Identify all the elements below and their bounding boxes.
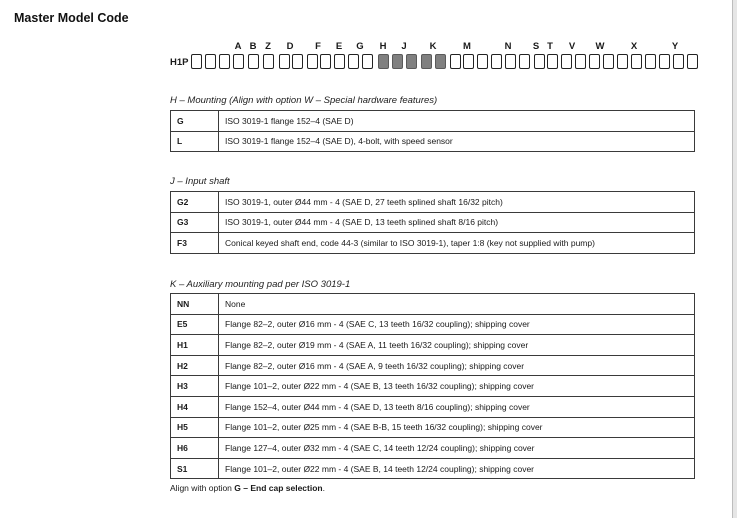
code-letter-x: X	[630, 41, 638, 52]
option-description: Flange 101–2, outer Ø25 mm - 4 (SAE B-B, 15 teeth 16/32 coupling); shipping cover	[219, 417, 695, 438]
note-suffix: .	[322, 483, 325, 493]
code-box	[292, 54, 303, 69]
table-row	[171, 335, 695, 356]
table-row	[171, 458, 695, 479]
code-box-aux-pad-highlight	[435, 54, 446, 69]
input-shaft-table	[170, 191, 695, 254]
code-box	[450, 54, 461, 69]
option-code: H4	[171, 396, 219, 417]
scrollbar-edge	[732, 0, 737, 518]
table-row	[171, 314, 695, 335]
option-code: G2	[171, 192, 219, 213]
code-letter-y: Y	[671, 41, 679, 52]
code-box	[263, 54, 274, 69]
code-letter-k: K	[429, 41, 437, 52]
option-code: G3	[171, 212, 219, 233]
table-row	[171, 212, 695, 233]
input-shaft-section-title: J – Input shaft	[170, 176, 230, 187]
code-letter-v: V	[568, 41, 576, 52]
code-letter-g: G	[356, 41, 364, 52]
option-code: H6	[171, 438, 219, 459]
code-box	[575, 54, 586, 69]
alignment-note	[170, 483, 325, 493]
code-letter-e: E	[335, 41, 343, 52]
table-row	[171, 233, 695, 254]
code-box	[219, 54, 230, 69]
option-description: None	[219, 294, 695, 315]
code-box	[279, 54, 290, 69]
code-letter-n: N	[504, 41, 512, 52]
code-box	[191, 54, 202, 69]
code-letter-j: J	[401, 41, 407, 52]
code-box	[307, 54, 318, 69]
code-box	[561, 54, 572, 69]
table-row	[171, 294, 695, 315]
table-row	[171, 355, 695, 376]
code-box	[334, 54, 345, 69]
option-code: H3	[171, 376, 219, 397]
code-letter-s: S	[532, 41, 540, 52]
page-title: Master Model Code	[14, 11, 129, 25]
option-code: H1	[171, 335, 219, 356]
option-description: ISO 3019-1 flange 152–4 (SAE D)	[219, 111, 695, 132]
aux-pad-table	[170, 293, 695, 479]
code-box	[362, 54, 373, 69]
option-description: Conical keyed shaft end, code 44-3 (similar to ISO 3019-1), taper 1:8 (key not supplied with pump)	[219, 233, 695, 254]
code-letter-w: W	[595, 41, 605, 52]
option-code: L	[171, 131, 219, 152]
code-box	[320, 54, 331, 69]
mounting-section-title: H – Mounting (Align with option W – Special hardware features)	[170, 95, 438, 106]
code-box-mounting-highlight	[378, 54, 389, 69]
code-letter-a: A	[234, 41, 242, 52]
option-code: S1	[171, 458, 219, 479]
code-letter-h: H	[379, 41, 387, 52]
table-row	[171, 376, 695, 397]
code-box	[645, 54, 656, 69]
code-letter-z: Z	[265, 41, 271, 52]
code-box	[589, 54, 600, 69]
option-code: NN	[171, 294, 219, 315]
code-box	[519, 54, 530, 69]
code-box	[477, 54, 488, 69]
code-box	[463, 54, 474, 69]
code-letter-f: F	[315, 41, 321, 52]
option-description: ISO 3019-1 flange 152–4 (SAE D), 4-bolt, with speed sensor	[219, 131, 695, 152]
code-box	[348, 54, 359, 69]
code-letter-m: M	[463, 41, 471, 52]
option-description: ISO 3019-1, outer Ø44 mm - 4 (SAE D, 27 teeth splined shaft 16/32 pitch)	[219, 192, 695, 213]
option-description: Flange 82–2, outer Ø16 mm - 4 (SAE A, 9 teeth 16/32 coupling); shipping cover	[219, 355, 695, 376]
code-box	[248, 54, 259, 69]
option-description: Flange 152–4, outer Ø44 mm - 4 (SAE D, 13 teeth 8/16 coupling); shipping cover	[219, 396, 695, 417]
code-box	[233, 54, 244, 69]
code-box	[547, 54, 558, 69]
code-box	[491, 54, 502, 69]
option-code: E5	[171, 314, 219, 335]
table-row	[171, 396, 695, 417]
option-description: Flange 101–2, outer Ø22 mm - 4 (SAE B, 14 teeth 12/24 coupling); shipping cover	[219, 458, 695, 479]
aux-pad-section-title: K – Auxiliary mounting pad per ISO 3019-1	[170, 279, 351, 290]
code-box	[659, 54, 670, 69]
code-box	[534, 54, 545, 69]
option-description: ISO 3019-1, outer Ø44 mm - 4 (SAE D, 13 teeth splined shaft 8/16 pitch)	[219, 212, 695, 233]
option-description: Flange 82–2, outer Ø19 mm - 4 (SAE A, 11 teeth 16/32 coupling); shipping cover	[219, 335, 695, 356]
table-row	[171, 192, 695, 213]
code-box-input-shaft-highlight	[392, 54, 403, 69]
table-row	[171, 417, 695, 438]
table-row	[171, 131, 695, 152]
option-code: H5	[171, 417, 219, 438]
note-prefix: Align with option	[170, 483, 235, 493]
code-letter-t: T	[547, 41, 553, 52]
table-row	[171, 111, 695, 132]
option-description: Flange 82–2, outer Ø16 mm - 4 (SAE C, 13 teeth 16/32 coupling); shipping cover	[219, 314, 695, 335]
option-code: F3	[171, 233, 219, 254]
code-box	[205, 54, 216, 69]
code-box	[603, 54, 614, 69]
option-description: Flange 101–2, outer Ø22 mm - 4 (SAE B, 13 teeth 16/32 coupling); shipping cover	[219, 376, 695, 397]
code-letter-d: D	[286, 41, 294, 52]
option-code: G	[171, 111, 219, 132]
model-code-prefix: H1P	[170, 57, 189, 68]
code-box	[631, 54, 642, 69]
code-letter-b: B	[249, 41, 257, 52]
option-code: H2	[171, 355, 219, 376]
code-box	[617, 54, 628, 69]
mounting-table	[170, 110, 695, 152]
code-box	[673, 54, 684, 69]
code-box	[687, 54, 698, 69]
code-box-aux-pad-highlight	[421, 54, 432, 69]
table-row	[171, 438, 695, 459]
code-box-input-shaft-highlight	[406, 54, 417, 69]
code-box	[505, 54, 516, 69]
option-description: Flange 127–4, outer Ø32 mm - 4 (SAE C, 14 teeth 12/24 coupling); shipping cover	[219, 438, 695, 459]
note-end-cap-reference: G – End cap selection	[234, 483, 323, 493]
